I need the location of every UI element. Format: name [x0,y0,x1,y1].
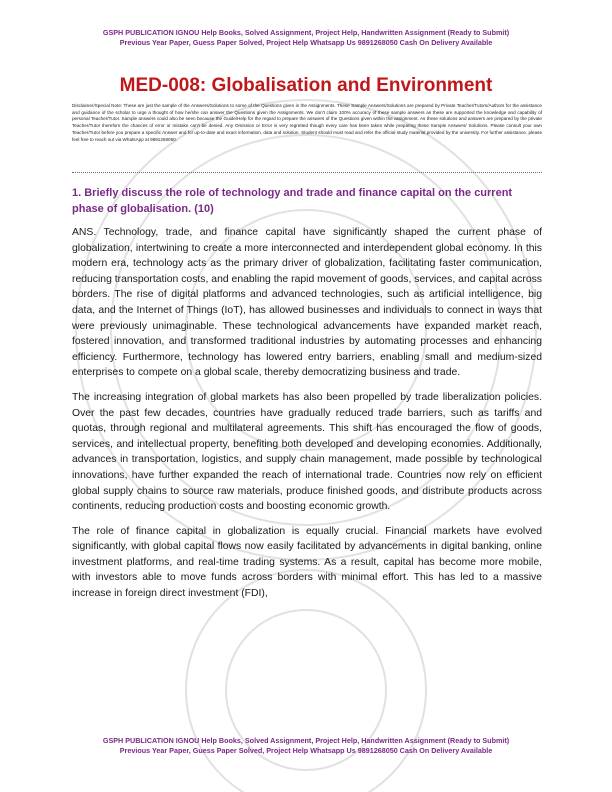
answer-paragraph: ANS. Technology, trade, and finance capital have significantly shaped the current phase of globalization, intertwining to create a more interconnected and interdependent global economy. In this modern era, technology acts as the primary driver of globalization, facilitating faster communication, reducing transportation costs, and enabling the rapid movement of goods, services, and capital across borders. The rise of digital platforms and advanced technologies, such as artificial intelligence, big data, and the Internet of Things (IoT), has allowed businesses and individuals to connect in ways that were previously unimaginable. These technological advancements have expanded market reach, fostered innovation, and transformed traditional industries by automating processes and enhancing efficiency. Furthermore, technology has lowered entry barriers, enabling small and medium-sized enterprises to compete on a global scale, thereby democratizing business and trade. [72,227,542,379]
disclaimer-note: Disclaimer/Special Note: These are just the sample of the Answers/Solutions to some of the Questions given in the Assignments. These Sample Answers/Solutions are prepared by Private Teacher/Tutors/Authors for the assistance and guidance of the scholar to urge a thought of how he/she can answer the Questions given the Assignments. We don't claim 100% accuracy of these sample answers as these are supported the knowledge and capability of personal Teacher/Tutor. Sample answers could also be seen because the Guide/Help for the regard to prepare the answers of the Questions given within the assignment. As these solutions and answers are prepared by the private Teacher/Tutor therefore the chances of error or mistake can't be denied. Any Omission or Error is very regretted though every care has been taken while preparing these Sample Answers/ Solutions. Please consult your own Teacher/Tutor before you prepare a specific Answer and for up-to-date and exact information, data and solution. Student should must read and refer the official study material provided by the university. For further assistance, please feel free to reach out via WhatsApp at 9891268050. [72,103,542,142]
document-title: MED-008: Globalisation and Environment [119,75,493,96]
answer-paragraph: The role of finance capital in globalization is equally crucial. Financial markets have evolved significantly, with global capital flows now easily facilitated by advancements in digital banking, online investment platforms, and real-time trading systems. As a result, capital has become more mobile, with investors able to move funds across borders with minimal effort. This has led to a massive increase in foreign direct investment (FDI), [72,525,542,600]
page-header [30,28,582,48]
answer-paragraph: The increasing integration of global markets has also been propelled by trade liberalization policies. Over the past few decades, countries have gradually reduced trade barriers, such as tariffs and quotas, through regional and multilateral agreements. This shift has encouraged the flow of goods, services, and intellectual property, benefiting both developed and developing economies. Additionally, advances in transportation, logistics, and supply chain management, made possible by technological innovations, have further expanded the reach of international trade. Countries now rely on efficient global supply chains to source raw materials, produce finished goods, and distribute products across continents, reducing production costs and boosting economic growth. [72,391,542,513]
header-line-1: GSPH PUBLICATION IGNOU Help Books, Solved Assignment, Project Help, Handwritten Assignment (Ready to Submit) [102,28,510,37]
answer-body [72,225,542,611]
divider [72,172,542,173]
header-line-2: Previous Year Paper, Guess Paper Solved, Project Help Whatsapp Us 9891268050 Cash On Delivery Available [119,38,493,47]
footer-line-2: Previous Year Paper, Guess Paper Solved, Project Help Whatsapp Us 9891268050 Cash On Delivery Available [119,746,493,755]
footer-line-1: GSPH PUBLICATION IGNOU Help Books, Solved Assignment, Project Help, Handwritten Assignment (Ready to Submit) [102,736,510,745]
page-footer [30,736,582,756]
question-heading: 1. Briefly discuss the role of technology and trade and finance capital on the current phase of globalisation. (10) [72,187,513,215]
